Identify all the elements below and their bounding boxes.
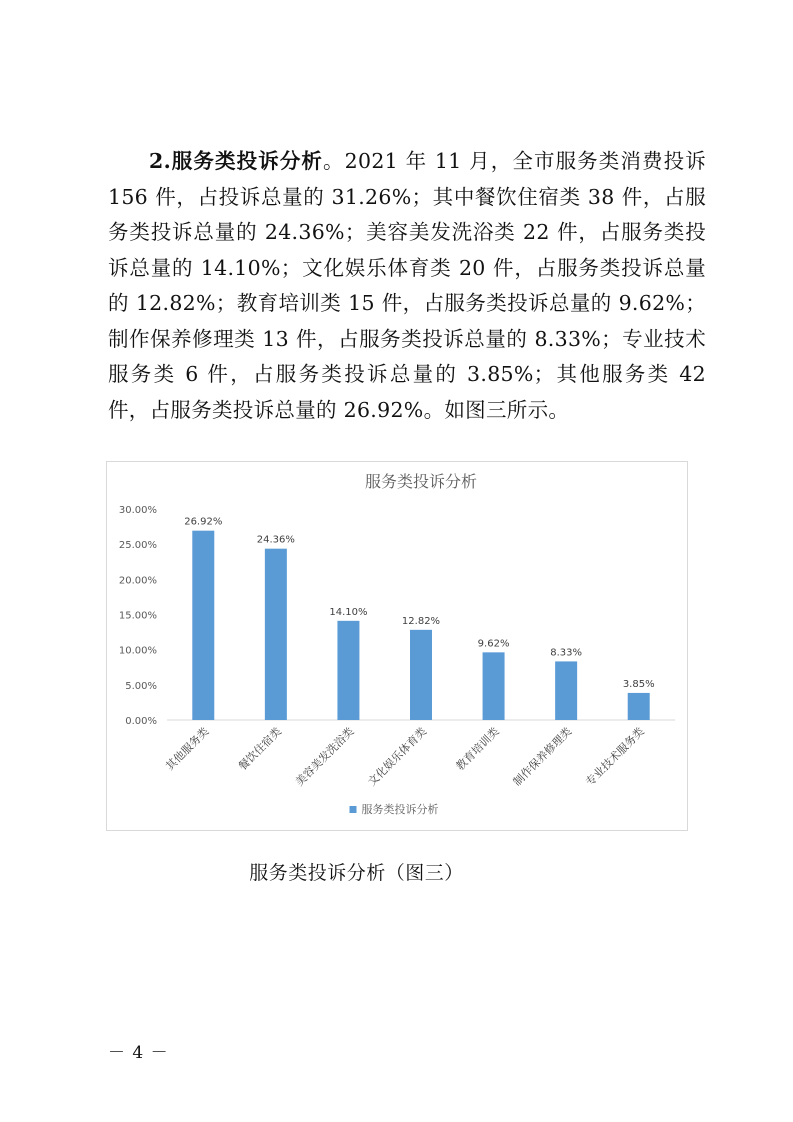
bar [483, 652, 505, 720]
section-heading: 2.服务类投诉分析 [149, 149, 324, 173]
y-tick-label: 5.00% [125, 680, 157, 692]
bar [265, 549, 287, 720]
bar [192, 531, 214, 720]
bar-data-label: 12.82% [401, 615, 441, 627]
x-tick-label: 文化娱乐体育类 [365, 724, 430, 789]
y-tick-label: 25.00% [118, 540, 157, 552]
x-tick-label: 专业技术服务类 [583, 724, 647, 789]
legend-label: 服务类投诉分析 [361, 803, 439, 816]
x-tick-label: 教育培训类 [453, 724, 502, 774]
bar [555, 661, 577, 720]
bar [410, 630, 432, 720]
bar-data-label: 9.62% [477, 638, 510, 650]
page-number: － 4 － [108, 1043, 169, 1063]
bar-data-label: 26.92% [184, 516, 223, 528]
y-tick-label: 30.00% [118, 505, 157, 516]
x-tick-label: 美容美发洗浴类 [292, 724, 357, 789]
body-paragraph [108, 144, 706, 428]
chart-canvas [107, 462, 687, 830]
complaint-bar-chart [106, 461, 688, 831]
chart-title: 服务类投诉分析 [364, 472, 478, 491]
bar [628, 693, 650, 720]
bar-data-label: 24.36% [256, 534, 295, 546]
y-tick-label: 15.00% [118, 610, 157, 622]
legend-swatch [350, 806, 357, 813]
bar [337, 621, 359, 720]
y-tick-label: 20.00% [118, 575, 157, 587]
paragraph-text: 。2021 年 11 月，全市服务类消费投诉 156 件，占投诉总量的 31.26%；其中餐饮住宿类 38 件，占服务类投诉总量的 24.36%；美容美发洗浴类 22 件，占服务类投诉总量的 14.10%；文化娱乐体育类 20 件，占服务类投诉总量的 12.82%；教育培训类 15 件，占服务类投诉总量的 9.62%；制作保养修理类 13 件，占服务类投诉总量的 8.33%；专业技术服务类 6 件，占服务类投诉总量的 3.85%；其他服务类 42 件，占服务类投诉总量的 26.92%。如图三所示。 [108, 149, 706, 422]
bar-data-label: 3.85% [622, 678, 655, 690]
x-tick-label: 其他服务类 [163, 724, 212, 774]
y-tick-label: 0.00% [125, 716, 157, 727]
figure-caption: 服务类投诉分析（图三） [249, 862, 464, 884]
bar-data-label: 8.33% [550, 647, 583, 659]
x-tick-label: 制作保养修理类 [510, 724, 575, 789]
x-tick-label: 餐饮住宿类 [235, 724, 284, 774]
y-tick-label: 10.00% [118, 645, 157, 657]
bar-data-label: 14.10% [329, 606, 368, 618]
